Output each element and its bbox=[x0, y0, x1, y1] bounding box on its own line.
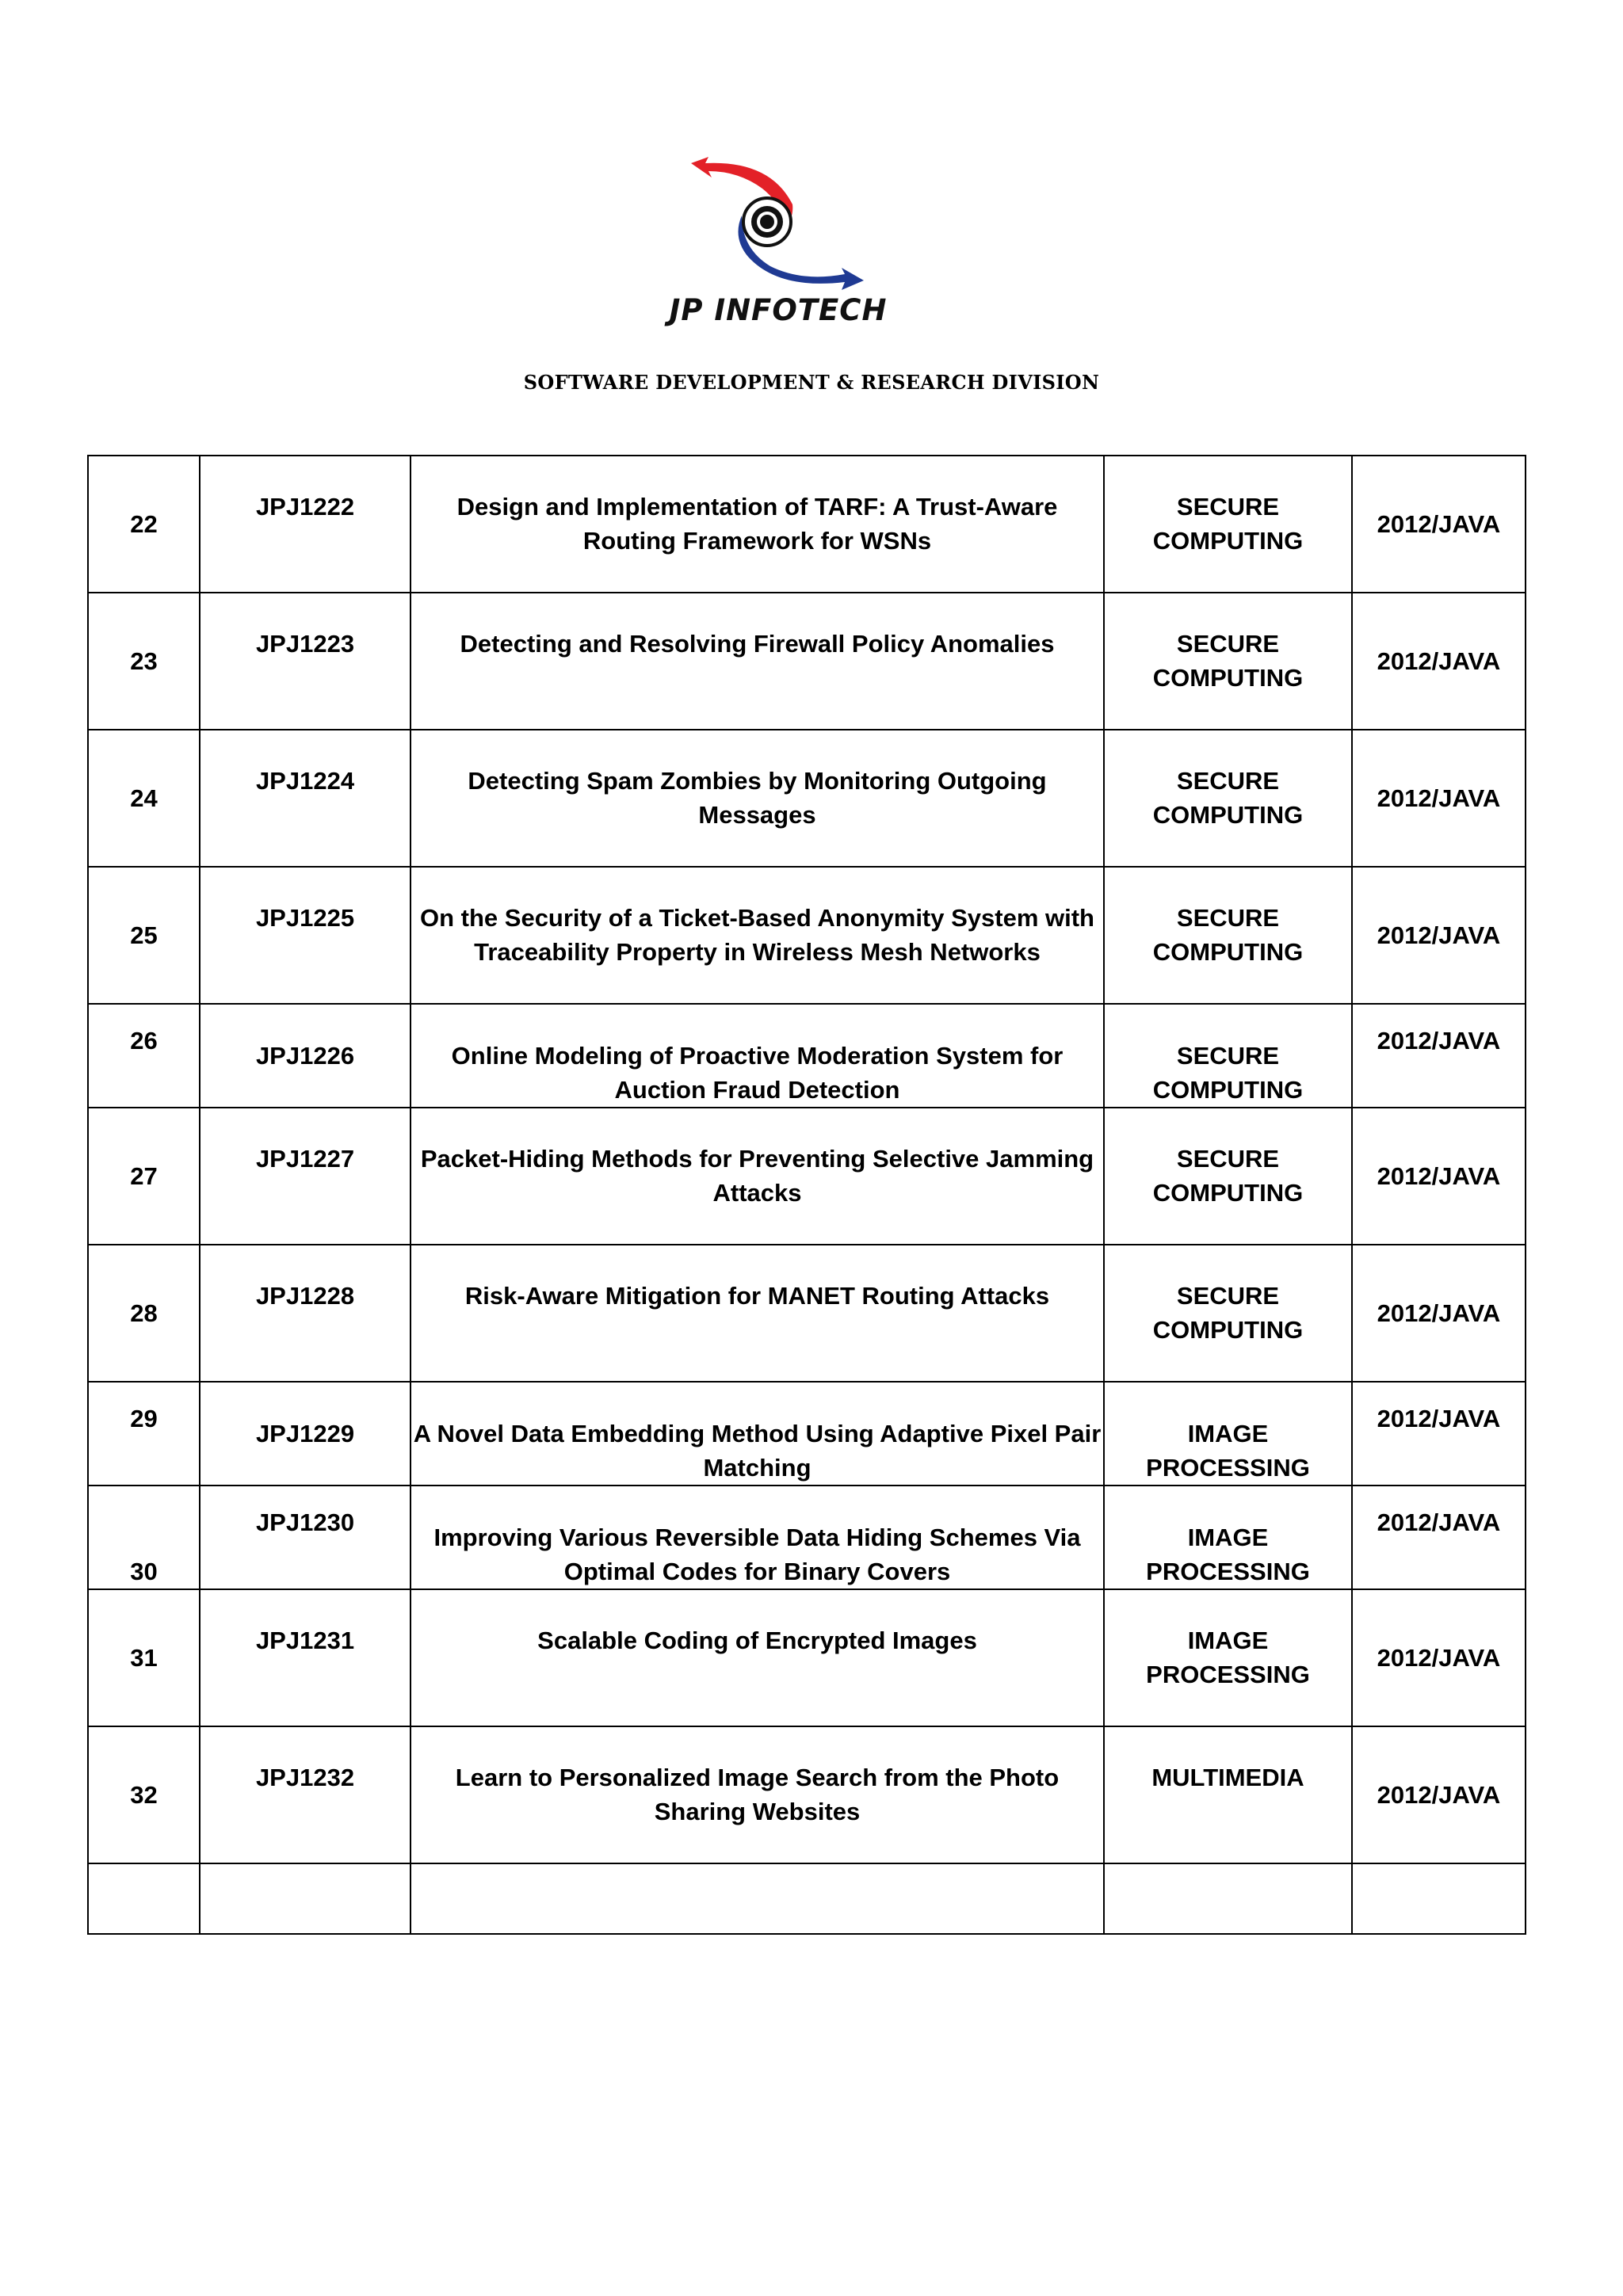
project-year: 2012/JAVA bbox=[1377, 1644, 1501, 1672]
table-row bbox=[88, 730, 1526, 867]
projects-table bbox=[87, 455, 1526, 1935]
project-title: Design and Implementation of TARF: A Trust-Aware Routing Framework for WSNs bbox=[456, 493, 1058, 555]
project-year: 2012/JAVA bbox=[1377, 784, 1501, 812]
table-row bbox=[88, 1486, 1526, 1589]
project-domain: IMAGE PROCESSING bbox=[1146, 1524, 1310, 1585]
project-domain: SECURE COMPUTING bbox=[1152, 493, 1304, 555]
project-title: Risk-Aware Mitigation for MANET Routing Attacks bbox=[464, 1282, 1050, 1310]
project-year: 2012/JAVA bbox=[1377, 1405, 1501, 1432]
project-code: JPJ1227 bbox=[255, 1145, 355, 1173]
row-number: 26 bbox=[130, 1027, 158, 1055]
project-year: 2012/JAVA bbox=[1377, 647, 1501, 675]
project-domain: MULTIMEDIA bbox=[1151, 1764, 1304, 1791]
project-domain: SECURE COMPUTING bbox=[1152, 767, 1304, 829]
row-number: 24 bbox=[130, 784, 158, 812]
project-code: JPJ1226 bbox=[255, 1042, 355, 1070]
row-number: 28 bbox=[130, 1299, 158, 1327]
row-number: 27 bbox=[130, 1162, 158, 1190]
project-year: 2012/JAVA bbox=[1377, 1027, 1501, 1055]
table-row bbox=[88, 1382, 1526, 1486]
project-year: 2012/JAVA bbox=[1377, 1299, 1501, 1327]
row-number: 30 bbox=[130, 1558, 158, 1585]
project-title: On the Security of a Ticket-Based Anonymity System with Traceability Property in Wireless Mesh Networks bbox=[420, 904, 1094, 966]
project-title: A Novel Data Embedding Method Using Adaptive Pixel Pair Matching bbox=[413, 1420, 1102, 1482]
project-domain: SECURE COMPUTING bbox=[1152, 1145, 1304, 1207]
project-domain: SECURE COMPUTING bbox=[1152, 1282, 1304, 1344]
brand-name: JP INFOTECH bbox=[669, 293, 888, 327]
project-code: JPJ1231 bbox=[255, 1627, 355, 1654]
row-number: 22 bbox=[130, 510, 158, 538]
division-heading: SOFTWARE DEVELOPMENT & RESEARCH DIVISION bbox=[523, 371, 1100, 394]
project-code: JPJ1225 bbox=[255, 904, 355, 932]
table-row bbox=[88, 1245, 1526, 1382]
project-code: JPJ1224 bbox=[255, 767, 355, 795]
project-code: JPJ1229 bbox=[255, 1420, 355, 1447]
empty-table-row bbox=[88, 1863, 1526, 1934]
table-row bbox=[88, 867, 1526, 1004]
project-code: JPJ1222 bbox=[255, 493, 355, 521]
project-year: 2012/JAVA bbox=[1377, 1162, 1501, 1190]
project-code: JPJ1228 bbox=[255, 1282, 355, 1310]
project-code: JPJ1232 bbox=[255, 1764, 355, 1791]
row-number: 32 bbox=[130, 1781, 158, 1809]
project-year: 2012/JAVA bbox=[1377, 510, 1501, 538]
project-domain: IMAGE PROCESSING bbox=[1146, 1420, 1310, 1482]
table-row bbox=[88, 456, 1526, 593]
project-domain: SECURE COMPUTING bbox=[1152, 1042, 1304, 1104]
project-domain: SECURE COMPUTING bbox=[1152, 630, 1304, 692]
project-title: Detecting and Resolving Firewall Policy Anomalies bbox=[460, 630, 1055, 658]
project-title: Scalable Coding of Encrypted Images bbox=[537, 1627, 977, 1654]
project-title: Learn to Personalized Image Search from the Photo Sharing Websites bbox=[455, 1764, 1060, 1825]
row-number: 23 bbox=[130, 647, 158, 675]
project-title: Packet-Hiding Methods for Preventing Selective Jamming Attacks bbox=[420, 1145, 1094, 1207]
project-domain: IMAGE PROCESSING bbox=[1146, 1627, 1310, 1688]
project-title: Detecting Spam Zombies by Monitoring Outgoing Messages bbox=[468, 767, 1047, 829]
project-code: JPJ1230 bbox=[255, 1508, 355, 1536]
project-domain: SECURE COMPUTING bbox=[1152, 904, 1304, 966]
project-year: 2012/JAVA bbox=[1377, 1781, 1501, 1809]
table-row bbox=[88, 1589, 1526, 1726]
table-row bbox=[88, 1108, 1526, 1245]
project-year: 2012/JAVA bbox=[1377, 921, 1501, 949]
project-year: 2012/JAVA bbox=[1377, 1508, 1501, 1536]
table-row bbox=[88, 593, 1526, 730]
row-number: 29 bbox=[130, 1405, 158, 1432]
project-code: JPJ1223 bbox=[255, 630, 355, 658]
project-title: Online Modeling of Proactive Moderation System for Auction Fraud Detection bbox=[451, 1042, 1064, 1104]
row-number: 25 bbox=[130, 921, 158, 949]
row-number: 31 bbox=[130, 1644, 158, 1672]
project-title: Improving Various Reversible Data Hiding Schemes Via Optimal Codes for Binary Covers bbox=[433, 1524, 1081, 1585]
table-row bbox=[88, 1004, 1526, 1108]
table-row bbox=[88, 1726, 1526, 1863]
